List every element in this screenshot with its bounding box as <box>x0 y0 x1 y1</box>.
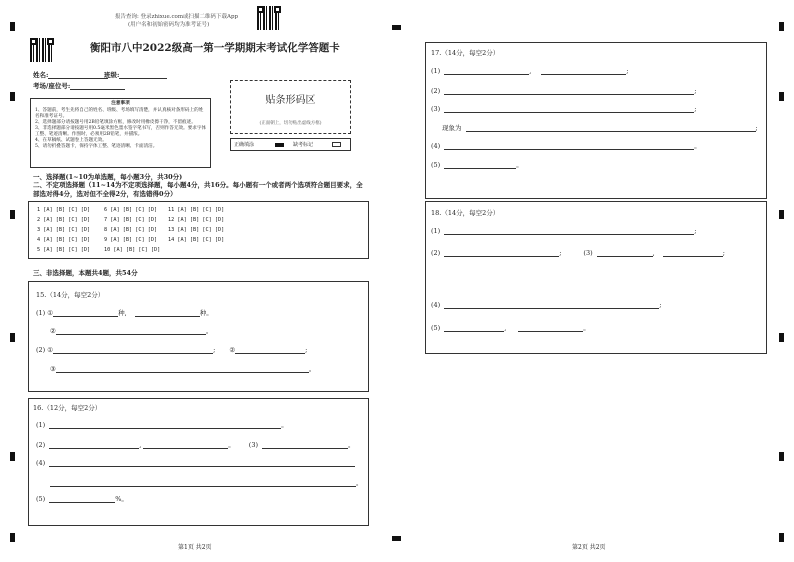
section-3-heading: 三、非选择题，本题共4题，共54分 <box>33 269 138 277</box>
answer-line[interactable] <box>466 123 756 132</box>
answer-line[interactable] <box>444 141 694 150</box>
registration-mark <box>10 333 15 342</box>
answer-line[interactable] <box>518 323 583 332</box>
username-hint: (用户名和初始密码均为准考证号) <box>128 22 210 28</box>
q15-title: 15.（14分，每空2分） <box>36 291 105 299</box>
q17-phenomenon: 现象为 ; <box>442 124 758 132</box>
page-title: 衡阳市八中2022级高一第一学期期末考试化学答题卡 <box>90 42 340 54</box>
notes-item: 2、选择题部分请按题号用2B铅笔填涂方框，修改时用橡皮擦干净，不留痕迹。 <box>35 120 196 125</box>
footer-page-2: 第2页 共2页 <box>572 544 606 551</box>
room-seat-field[interactable]: 考场/座位号: <box>33 81 125 90</box>
notes-title: 注意事项 <box>111 101 130 106</box>
registration-mark <box>779 22 784 31</box>
q16-row1: (1) 。 <box>36 421 288 429</box>
answer-line[interactable] <box>444 248 559 257</box>
barcode-title: 贴条形码区 <box>265 95 316 106</box>
mc-question[interactable]: 3 [A] [B] [C] [D] <box>37 227 91 233</box>
answer-line[interactable] <box>49 440 139 449</box>
mc-question[interactable]: 2 [A] [B] [C] [D] <box>37 217 91 223</box>
q17-row3: (3) ; <box>431 105 697 113</box>
answer-line[interactable] <box>444 86 694 95</box>
mc-question[interactable]: 11 [A] [B] [C] [D] <box>168 207 225 213</box>
answer-line[interactable] <box>444 323 504 332</box>
q16-title: 16.（12分，每空2分） <box>33 404 102 412</box>
mc-question[interactable]: 13 [A] [B] [C] [D] <box>168 227 225 233</box>
class-field[interactable]: 班级: <box>104 70 167 79</box>
report-query-text: 报告查询: 登录zhixue.com或扫描二维码下载App <box>115 14 239 20</box>
answer-line[interactable] <box>135 308 200 317</box>
notes-box <box>30 98 211 168</box>
legend-box <box>230 138 351 151</box>
qr-code-icon <box>30 38 54 62</box>
answer-line[interactable] <box>444 104 694 113</box>
barcode-area <box>230 80 351 134</box>
mc-question[interactable]: 6 [A] [B] [C] [D] <box>104 207 158 213</box>
answer-line[interactable] <box>235 345 305 354</box>
q17-row4: (4) 。 <box>431 142 701 150</box>
legend-absent-label: 缺考标记 <box>293 142 314 148</box>
section-2-heading: 二、不定项选择题（11~14为不定项选择题，每小题4分，共16分。每小题有一个或者两个选项符合题目要求，全部选对得4分，选对但不全得2分，有选错得0分） <box>33 181 363 198</box>
registration-mark <box>10 533 15 542</box>
q15-row1: (1) ① 种, 种。 <box>36 309 213 317</box>
answer-line[interactable] <box>262 440 348 449</box>
q17-row2: (2) ; <box>431 87 697 95</box>
q18-row2: (2) ; (3) , ; <box>431 249 725 257</box>
mc-question[interactable]: 1 [A] [B] [C] [D] <box>37 207 91 213</box>
section-1-heading: 一、选择题(1~10为单选题，每小题3分，共30分) <box>33 173 183 181</box>
q15-row4: ③ 。 <box>50 365 316 373</box>
answer-line[interactable] <box>53 345 213 354</box>
registration-mark <box>10 210 15 219</box>
registration-mark <box>392 25 401 30</box>
q15-row2: ② 。 <box>50 327 213 335</box>
q17-title: 17.（14分，每空2分） <box>431 49 500 57</box>
mc-question[interactable]: 4 [A] [B] [C] [D] <box>37 237 91 243</box>
mc-question[interactable]: 10 [A] [B] [C] [D] <box>104 247 161 253</box>
mc-question[interactable]: 8 [A] [B] [C] [D] <box>104 227 158 233</box>
answer-line[interactable] <box>53 308 118 317</box>
answer-line[interactable] <box>444 300 659 309</box>
answer-line[interactable] <box>49 420 281 429</box>
q16-row2: (2) , 。 (3) 。 <box>36 441 355 449</box>
registration-mark <box>779 333 784 342</box>
mc-question[interactable]: 5 [A] [B] [C] [D] <box>37 247 91 253</box>
registration-mark <box>779 533 784 542</box>
registration-mark <box>10 92 15 101</box>
answer-line[interactable] <box>444 160 516 169</box>
mc-question[interactable]: 7 [A] [B] [C] [D] <box>104 217 158 223</box>
answer-line[interactable] <box>49 494 115 503</box>
footer-page-1: 第1页 共2页 <box>178 544 212 551</box>
notes-item: 3、非选择题部分请按题号用0.5毫米黑色墨水签字笔书写，否则作答无效。要求字体工整、笔迹清晰。作图时，必须用2B铅笔，并描浓。 <box>35 126 207 137</box>
answer-line[interactable] <box>56 364 309 373</box>
answer-line[interactable] <box>50 478 356 487</box>
q18-row1: (1) ; <box>431 227 697 235</box>
legend-fill-label: 正确填涂 <box>234 142 255 148</box>
q16-row4b: 。 <box>50 478 363 487</box>
q16-row4: (4) <box>36 458 355 467</box>
registration-mark <box>10 452 15 461</box>
name-field[interactable]: 姓名: <box>33 70 108 79</box>
q16-row5: (5) %。 <box>36 495 128 503</box>
registration-mark <box>392 536 401 541</box>
answer-line[interactable] <box>49 458 355 467</box>
absent-checkbox[interactable] <box>332 142 341 147</box>
registration-mark <box>779 92 784 101</box>
answer-line[interactable] <box>56 326 206 335</box>
notes-item: 4、在草稿纸、试题卷上答题无效。 <box>35 138 107 143</box>
answer-line[interactable] <box>444 66 529 75</box>
answer-line[interactable] <box>541 66 626 75</box>
mc-question[interactable]: 9 [A] [B] [C] [D] <box>104 237 158 243</box>
answer-line[interactable] <box>444 226 694 235</box>
mc-question[interactable]: 14 [A] [B] [C] [D] <box>168 237 225 243</box>
notes-item: 1、答题前，考生先将自己的姓名、班级、考场填写清楚，并认真核对条形码上的姓名和准考证号。 <box>35 108 204 119</box>
answer-line[interactable] <box>597 248 653 257</box>
q17-row1: (1) , ; <box>431 67 629 75</box>
registration-mark <box>779 452 784 461</box>
qr-code-icon <box>257 6 281 30</box>
filled-mark-icon <box>275 143 284 147</box>
answer-line[interactable] <box>663 248 723 257</box>
mc-question[interactable]: 12 [A] [B] [C] [D] <box>168 217 225 223</box>
barcode-hint: (正面朝上，切勿贴出虚线方框) <box>259 121 322 126</box>
q18-title: 18.（14分，每空2分） <box>431 209 500 217</box>
q18-row4: (4) ; <box>431 301 662 309</box>
q15-row3: (2) ① ; ② ; <box>36 346 308 354</box>
q18-row5: (5) , 。 <box>431 324 590 332</box>
registration-mark <box>10 22 15 31</box>
notes-item: 5、请勿折叠答题卡，保持字体工整、笔迹清晰、卡面清洁。 <box>35 144 158 149</box>
answer-line[interactable] <box>143 440 228 449</box>
registration-mark <box>779 210 784 219</box>
q17-row5: (5) 。 <box>431 161 523 169</box>
